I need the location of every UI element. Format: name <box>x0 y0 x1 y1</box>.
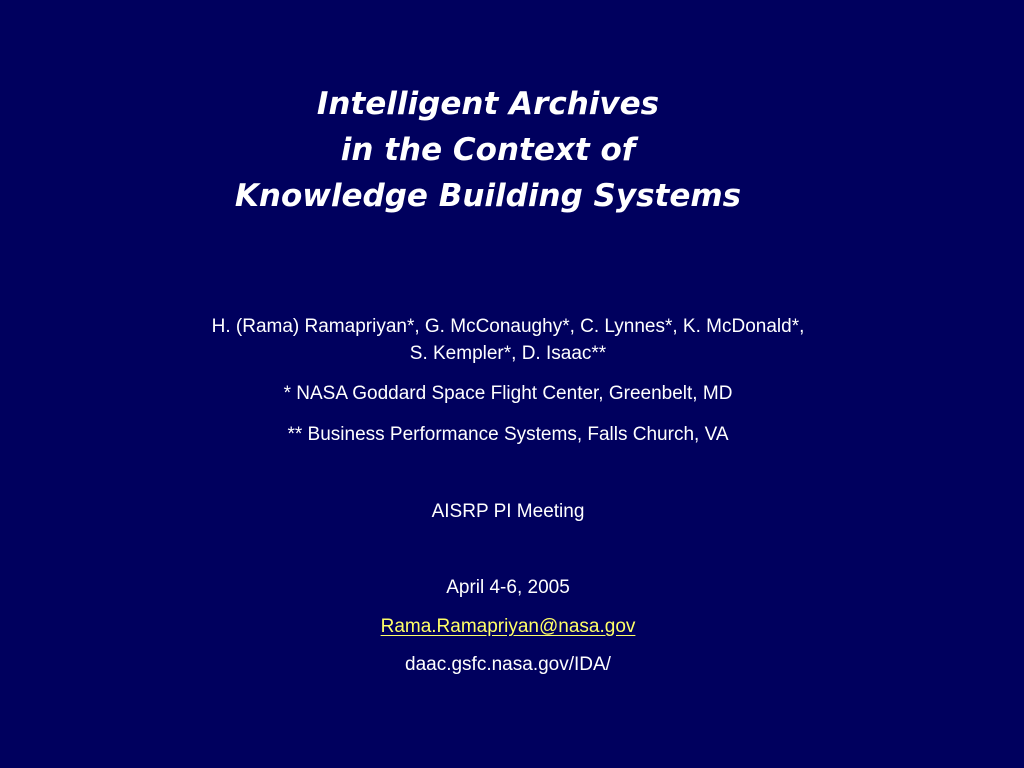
affiliation-bps: ** Business Performance Systems, Falls Church, VA <box>287 424 729 445</box>
title-line-3: Knowledge Building Systems <box>234 178 742 214</box>
meeting-date: April 4-6, 2005 <box>446 577 570 598</box>
author-line-1: H. (Rama) Ramapriyan*, G. McConaughy*, C. Lynnes*, K. McDonald*, <box>211 316 805 337</box>
contact-email <box>0 613 1016 640</box>
author-list <box>0 313 1016 367</box>
title-line-1: Intelligent Archives <box>316 86 660 122</box>
affiliation-nasa: * NASA Goddard Space Flight Center, Greenbelt, MD <box>283 383 733 404</box>
website-url: daac.gsfc.nasa.gov/IDA/ <box>405 654 611 675</box>
slide-title <box>0 81 976 219</box>
title-line-2: in the Context of <box>340 132 636 168</box>
meeting-name: AISRP PI Meeting <box>431 501 585 522</box>
email-link[interactable]: Rama.Ramapriyan@nasa.gov <box>380 616 636 637</box>
author-line-2: S. Kempler*, D. Isaac** <box>409 343 607 364</box>
